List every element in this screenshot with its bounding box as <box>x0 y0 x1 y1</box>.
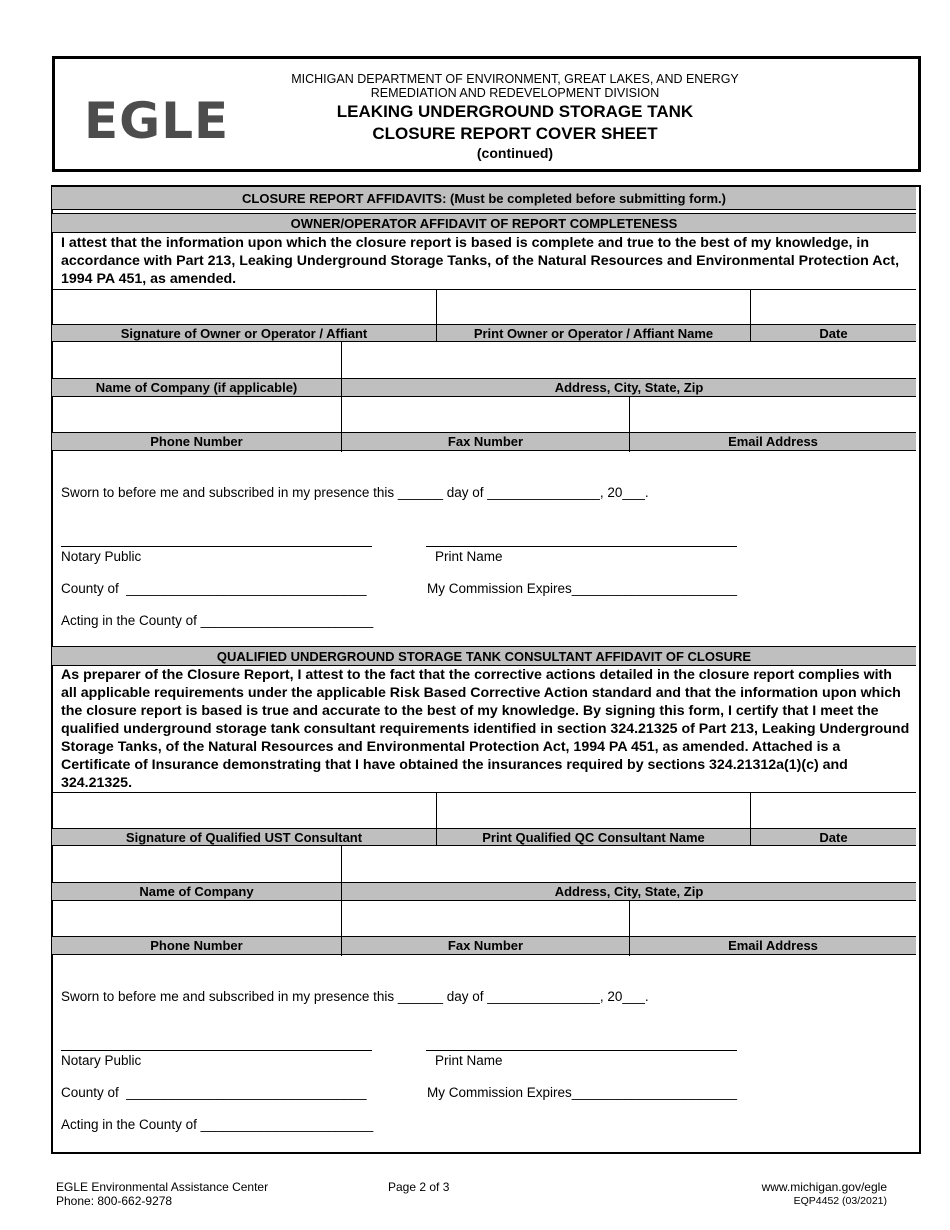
owner-fax-field[interactable] <box>343 398 628 432</box>
consultant-address-label: Address, City, State, Zip <box>342 882 916 901</box>
owner-address-field[interactable] <box>343 344 915 378</box>
commission-expires-field[interactable]: My Commission Expires______________________ <box>427 1085 737 1100</box>
footer-center-name: EGLE Environmental Assistance Center <box>56 1180 269 1194</box>
notary-signature-line[interactable] <box>61 546 372 547</box>
form-title-line2: CLOSURE REPORT COVER SHEET <box>372 124 658 143</box>
owner-company-label: Name of Company (if applicable) <box>52 378 341 397</box>
division-name: REMEDIATION AND REDEVELOPMENT DIVISION <box>370 86 660 100</box>
footer-phone: Phone: 800-662-9278 <box>56 1194 173 1208</box>
county-of-field[interactable]: County of ________________________________ <box>61 1085 367 1100</box>
consultant-email-label: Email Address <box>630 936 916 955</box>
owner-date-label: Date <box>751 324 916 342</box>
owner-phone-label: Phone Number <box>52 432 341 451</box>
print-name-label: Print Name <box>435 549 503 564</box>
owner-print-name-field[interactable] <box>437 291 749 324</box>
consultant-fax-label: Fax Number <box>342 936 629 955</box>
consultant-print-name-field[interactable] <box>437 794 749 827</box>
form-title-line1: LEAKING UNDERGROUND STORAGE TANK <box>336 102 694 121</box>
notary-public-label: Notary Public <box>61 549 142 564</box>
affidavits-title: CLOSURE REPORT AFFIDAVITS: (Must be completed before submitting form.) <box>52 186 916 210</box>
owner-signature-field[interactable] <box>54 291 435 324</box>
acting-county-field[interactable]: Acting in the County of _______________________ <box>61 1117 374 1132</box>
consultant-signature-field[interactable] <box>54 794 435 827</box>
footer-url[interactable]: www.michigan.gov/egle <box>761 1180 887 1194</box>
consultant-section-title: QUALIFIED UNDERGROUND STORAGE TANK CONSULTANT AFFIDAVIT OF CLOSURE <box>52 646 916 666</box>
consultant-address-field[interactable] <box>343 848 915 882</box>
consultant-date-field[interactable] <box>751 794 915 827</box>
owner-signature-label: Signature of Owner or Operator / Affiant <box>52 324 436 342</box>
sworn-statement: Sworn to before me and subscribed in my presence this ______ day of _______________, 20___. <box>61 485 649 500</box>
consultant-company-field[interactable] <box>54 848 340 882</box>
owner-email-field[interactable] <box>631 398 915 432</box>
consultant-company-label: Name of Company <box>52 882 341 901</box>
divider <box>52 289 916 290</box>
divider <box>52 792 916 793</box>
print-name-line[interactable] <box>426 1050 737 1051</box>
consultant-attest-text: As preparer of the Closure Report, I attest to the fact that the corrective actions detailed in the closure report complies with all applicable requirements under the applicable Risk Based Corrective Action standard and that the information upon which the closure report is based is true and accurate to the best of my knowledge. By signing this form, I certify that I meet the qualified underground storage tank consultant requirements identified in section 324.21325 of Part 213, Leaking Underground Storage Tanks, of the Natural Resources and Environmental Protection Act, 1994 PA 451, as amended. Attached is a Certificate of Insurance demonstrating that I have obtained the insurances required by sections 324.21312a(1)(c) and 324.21325. <box>61 667 910 791</box>
notary-public-label: Notary Public <box>61 1053 142 1068</box>
owner-phone-field[interactable] <box>54 398 340 432</box>
owner-address-label: Address, City, State, Zip <box>342 378 916 397</box>
owner-fax-label: Fax Number <box>342 432 629 451</box>
print-name-label: Print Name <box>435 1053 503 1068</box>
consultant-signature-label: Signature of Qualified UST Consultant <box>52 828 436 846</box>
consultant-date-label: Date <box>751 828 916 846</box>
consultant-print-name-label: Print Qualified QC Consultant Name <box>437 828 750 846</box>
continued-label: (continued) <box>476 145 554 161</box>
owner-email-label: Email Address <box>630 432 916 451</box>
county-of-field[interactable]: County of ________________________________ <box>61 581 367 596</box>
owner-attest-text: I attest that the information upon which the closure report is based is complete and true to the best of my knowledge, in accordance with Part 213, Leaking Underground Storage Tanks, of the Natural Resources and Environmental Protection Act, 1994 PA 451, as amended. <box>61 235 900 287</box>
page-number: Page 2 of 3 <box>388 1180 450 1194</box>
department-name: MICHIGAN DEPARTMENT OF ENVIRONMENT, GREAT LAKES, AND ENERGY <box>291 72 739 86</box>
form-id: EQP4452 (03/2021) <box>793 1195 887 1207</box>
owner-date-field[interactable] <box>751 291 915 324</box>
acting-county-field[interactable]: Acting in the County of _______________________ <box>61 613 374 628</box>
consultant-fax-field[interactable] <box>343 902 628 936</box>
commission-expires-field[interactable]: My Commission Expires______________________ <box>427 581 737 596</box>
notary-signature-line[interactable] <box>61 1050 372 1051</box>
owner-company-field[interactable] <box>54 344 340 378</box>
print-name-line[interactable] <box>426 546 737 547</box>
consultant-email-field[interactable] <box>631 902 915 936</box>
owner-print-name-label: Print Owner or Operator / Affiant Name <box>437 324 750 342</box>
sworn-statement: Sworn to before me and subscribed in my presence this ______ day of _______________, 20___. <box>61 989 649 1004</box>
egle-logo: EGLE <box>84 92 230 150</box>
consultant-phone-field[interactable] <box>54 902 340 936</box>
owner-section-title: OWNER/OPERATOR AFFIDAVIT OF REPORT COMPLETENESS <box>52 213 916 233</box>
consultant-phone-label: Phone Number <box>52 936 341 955</box>
